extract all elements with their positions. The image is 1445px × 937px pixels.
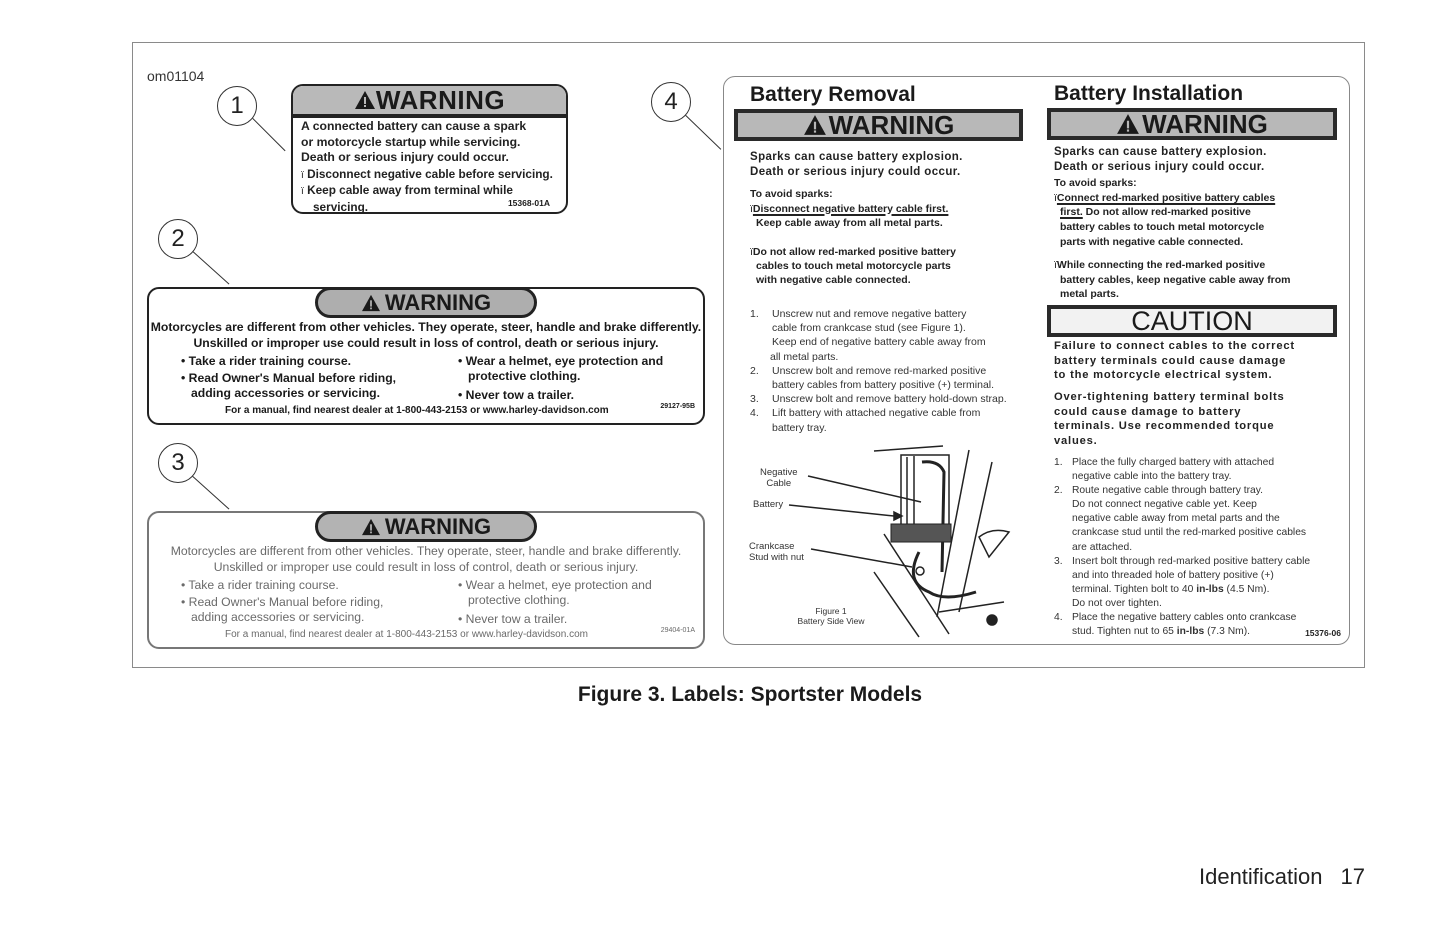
warning-text: WARNING bbox=[384, 513, 492, 539]
removal-bullet-2: ïDo not allow red-marked positive battery cables to touch metal motorcycle parts with negative cable connected. bbox=[750, 246, 956, 287]
installation-bullet-2: ïWhile connecting the red-marked positive battery cables, keep negative cable away from metal parts. bbox=[1054, 259, 1291, 300]
bullet-item: protective clothing. bbox=[468, 593, 570, 607]
label-line: or motorcycle startup while servicing. bbox=[301, 134, 521, 149]
removal-avoid-sparks: To avoid sparks: ïDisconnect negative battery cable first. Keep cable away from all metal parts. bbox=[750, 188, 949, 229]
caution-paragraph-2: Over-tightening battery terminal bolts could cause damage to battery terminals. Use recommended torque values. bbox=[1054, 391, 1285, 447]
step-item: 3. Insert bolt through red-marked positive battery cable and into threaded hole of battery positive (+) terminal. Tighten bolt to 40 in-lbs (4.5 Nm). Do not over tighten. bbox=[1054, 555, 1311, 609]
warning-header bbox=[315, 511, 537, 542]
bullet-item: • Read Owner's Manual before riding, bbox=[181, 371, 397, 385]
label-line: Motorcycles are different from other vehicles. They operate, steer, handle and brake differently. bbox=[150, 320, 702, 334]
callout-3: 3 bbox=[158, 443, 198, 483]
bullet-item: servicing. bbox=[313, 199, 369, 214]
installation-title: Battery Installation bbox=[1054, 82, 1244, 105]
label-line: A connected battery can cause a spark bbox=[301, 119, 527, 133]
warning-header bbox=[315, 287, 537, 318]
warning-text: WARNING bbox=[828, 109, 955, 140]
installation-warning-bar bbox=[1047, 108, 1337, 140]
step-item: 4. Place the negative battery cables onto crankcase stud. Tighten nut to 65 in-lbs (7.3 Nm). bbox=[1054, 612, 1297, 638]
page-footer bbox=[1199, 864, 1365, 890]
page-number: 17 bbox=[1340, 864, 1365, 889]
warning-header bbox=[293, 86, 566, 118]
warning-text: WARNING bbox=[375, 84, 506, 115]
label-line: Unskilled or improper use could result in loss of control, death or serious injury. bbox=[213, 560, 639, 574]
warning-triangle-icon bbox=[354, 90, 376, 110]
removal-title: Battery Removal bbox=[750, 83, 916, 106]
bullet-item: • Read Owner's Manual before riding, bbox=[181, 595, 384, 609]
removal-warning-bar bbox=[734, 109, 1023, 141]
bullet-item: adding accessories or servicing. bbox=[191, 610, 365, 624]
part-number: 15368-01A bbox=[507, 198, 550, 208]
bullet-item: adding accessories or servicing. bbox=[191, 386, 380, 400]
step-item: 1. Place the fully charged battery with attached negative cable into the battery tray. bbox=[1054, 457, 1275, 483]
step-item: 2. Route negative cable through battery tray. Do not connect negative cable yet. Keep negative cable away from metal parts and the crankcase stud until the red-marked positive cables are attached. bbox=[1054, 485, 1307, 553]
warning-text: WARNING bbox=[1142, 108, 1268, 139]
removal-intro: Sparks can cause battery explosion. Death or serious injury could occur. bbox=[750, 151, 963, 178]
warning-triangle-icon bbox=[361, 518, 381, 536]
installation-steps bbox=[1054, 456, 1344, 639]
label-footer: For a manual, find nearest dealer at 1-800-443-2153 or www.harley-davidson.com bbox=[225, 629, 588, 640]
warning-text: WARNING bbox=[384, 289, 492, 315]
crankcase-stud-label: Crankcase Stud with nut bbox=[749, 541, 804, 563]
step-item: 2. Unscrew bolt and remove red-marked positive battery cables from battery positive (+) terminal. bbox=[750, 364, 995, 392]
part-number: 29127-95B bbox=[660, 403, 695, 410]
label-line: Unskilled or improper use could result in loss of control, death or serious injury. bbox=[193, 336, 659, 350]
bullet-item: protective clothing. bbox=[468, 369, 581, 383]
step-item: 1. Unscrew nut and remove negative battery cable from crankcase stud (see Figure 1). Keep end of negative battery cable away from all metal parts. bbox=[750, 308, 986, 363]
bullet-item: • Never tow a trailer. bbox=[458, 388, 575, 402]
label-footer: For a manual, find nearest dealer at 1-800-443-2153 or www.harley-davidson.com bbox=[225, 405, 609, 416]
bullet-item: • Never tow a trailer. bbox=[458, 612, 568, 626]
bullet-item: • Wear a helmet, eye protection and bbox=[458, 354, 664, 368]
label-3-rider-warning bbox=[147, 511, 705, 649]
label-line: Death or serious injury could occur. bbox=[301, 150, 509, 164]
part-number: 15376-06 bbox=[1305, 628, 1341, 638]
caution-paragraph-1: Failure to connect cables to the correct battery terminals could cause damage to the motorcycle electrical system. bbox=[1054, 340, 1295, 381]
installation-intro: Sparks can cause battery explosion. Death or serious injury could occur. bbox=[1054, 146, 1267, 173]
warning-triangle-icon bbox=[361, 294, 381, 312]
bullet-item: • Wear a helmet, eye protection and bbox=[458, 578, 652, 592]
warning-triangle-icon bbox=[803, 114, 827, 136]
bullet-item: • Take a rider training course. bbox=[181, 578, 339, 592]
figure-1-caption: Figure 1 Battery Side View bbox=[797, 606, 865, 626]
bullet-item: • Take a rider training course. bbox=[181, 354, 351, 368]
caution-text: CAUTION bbox=[1131, 305, 1253, 336]
negative-cable-label: Negative Cable bbox=[760, 467, 798, 489]
step-item: 4. Lift battery with attached negative cable from battery tray. bbox=[750, 407, 981, 434]
figure-id: om01104 bbox=[147, 68, 205, 84]
caution-bar bbox=[1047, 305, 1337, 337]
label-1-battery-warning bbox=[291, 84, 568, 214]
bullet-item: ï Keep cable away from terminal while bbox=[301, 183, 513, 197]
label-line: Motorcycles are different from other vehicles. They operate, steer, handle and brake differently. bbox=[170, 544, 682, 558]
warning-triangle-icon bbox=[1116, 113, 1140, 135]
removal-steps bbox=[750, 307, 1030, 435]
part-number: 29404-01A bbox=[660, 627, 695, 634]
label-4-battery-procedure bbox=[723, 76, 1350, 645]
installation-avoid-sparks: To avoid sparks: ïConnect red-marked positive battery cables first. Do not allow red-marked positive battery cables to touch metal motorcycle parts with negative cable connected. bbox=[1054, 177, 1276, 248]
callout-4: 4 bbox=[651, 82, 691, 122]
callout-2: 2 bbox=[158, 219, 198, 259]
battery-label: Battery bbox=[753, 499, 784, 510]
label-2-rider-warning bbox=[147, 287, 705, 425]
callout-1: 1 bbox=[217, 86, 257, 126]
bullet-item: ï Disconnect negative cable before servicing. bbox=[301, 166, 553, 181]
figure-caption: Figure 3. Labels: Sportster Models bbox=[577, 683, 923, 706]
step-item: 3. Unscrew bolt and remove battery hold-down strap. bbox=[750, 393, 1007, 406]
section-name: Identification bbox=[1198, 864, 1323, 889]
